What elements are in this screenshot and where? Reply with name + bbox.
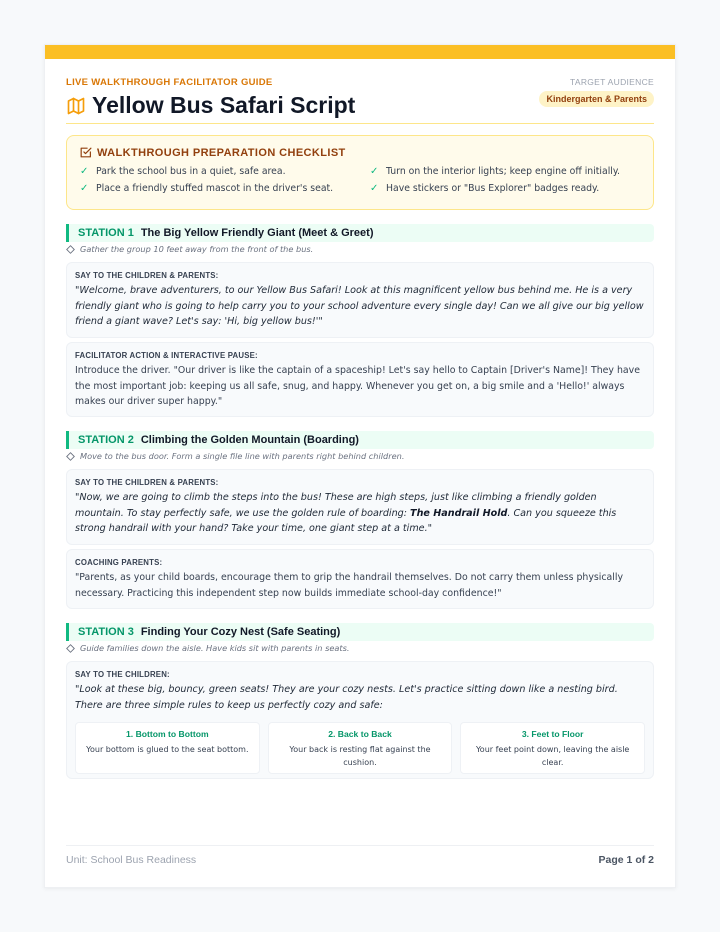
top-accent-bar [45, 45, 675, 59]
say-script [75, 490, 645, 537]
station-title: The Big Yellow Friendly Giant (Meet & Greet) [140, 227, 374, 239]
coaching-text: "Parents, as your child boards, encourage them to grip the handrail themselves. Do not carry them unless physically necessary. Practicing this independent step now builds immediate school-day confidence!" [75, 572, 624, 599]
station-title: Finding Your Cozy Nest (Safe Seating) [140, 626, 341, 638]
station-1-say-card [66, 262, 654, 338]
say-script-part: . Can you squeeze this strong handrail with your hand? Take your time, one giant step at a time." [75, 507, 617, 534]
say-label: SAY TO THE CHILDREN & PARENTS: [75, 478, 219, 487]
audience-badge: Kindergarten & Parents [539, 91, 654, 107]
checklist-title: WALKTHROUGH PREPARATION CHECKLIST [97, 146, 346, 159]
station-2-say-card [66, 469, 654, 545]
checkbox-icon [79, 146, 92, 159]
document-page [44, 44, 676, 888]
station-instruction-text: Gather the group 10 feet away from the front of the bus. [80, 244, 314, 254]
diamond-icon [66, 452, 75, 461]
page-title: Yellow Bus Safari Script [92, 92, 356, 118]
checklist-item [80, 166, 370, 177]
station-1-header [66, 224, 654, 242]
seating-rule-card [268, 722, 453, 774]
station-3-instruction [66, 643, 654, 653]
guide-eyebrow: LIVE WALKTHROUGH FACILITATOR GUIDE [66, 77, 273, 88]
header-divider [66, 123, 654, 124]
check-icon: ✓ [370, 166, 379, 177]
station-2-coaching-card [66, 549, 654, 609]
handrail-hold-rule: The Handrail Hold [410, 507, 508, 519]
check-icon: ✓ [370, 183, 379, 194]
rule-text: Your bottom is glued to the seat bottom. [86, 745, 249, 754]
say-script-part: "Now, we are going to climb the steps into the bus! These are high steps, just like climbing a friendly golden mountain. To stay perfectly safe, we use the golden rule of boarding: [75, 492, 597, 519]
page-number: Page 1 of 2 [598, 854, 654, 866]
seating-rules [75, 722, 645, 774]
checklist-item-text: Place a friendly stuffed mascot in the driver's seat. [96, 183, 334, 194]
rule-text: Your back is resting flat against the cushion. [289, 745, 431, 767]
station-title: Climbing the Golden Mountain (Boarding) [140, 434, 359, 446]
page-header [66, 77, 654, 119]
say-script: "Look at these big, bouncy, green seats! They are your cozy nests. Let's practice sitting down like a nesting bird. There are three simple rules to keep us perfectly cozy and safe: [75, 684, 618, 711]
station-3-say-card [66, 661, 654, 779]
check-icon: ✓ [80, 183, 89, 194]
check-icon: ✓ [80, 166, 89, 177]
station-2-header [66, 431, 654, 449]
diamond-icon [66, 644, 75, 653]
station-number: STATION 1 [78, 227, 134, 239]
station-3-header [66, 623, 654, 641]
footer-divider [66, 845, 654, 846]
station-number: STATION 3 [78, 626, 134, 638]
station-2-instruction [66, 451, 654, 461]
rule-title: 1. Bottom to Bottom [126, 729, 209, 739]
diamond-icon [66, 245, 75, 254]
action-text: Introduce the driver. "Our driver is like the captain of a spaceship! Let's say hello to Captain [Driver's Name]! They have the most important job: keeping us all safe, snug, and happy. Whenever you get on, a big smile and a 'Hello!' always makes our driver super happy." [75, 365, 640, 407]
checklist-item-text: Have stickers or "Bus Explorer" badges ready. [386, 183, 600, 194]
rule-title: 3. Feet to Floor [521, 729, 584, 739]
seating-rule-card [75, 722, 260, 774]
station-1-action-card [66, 342, 654, 417]
unit-label: Unit: School Bus Readiness [66, 854, 197, 866]
target-audience-label: TARGET AUDIENCE [569, 77, 654, 87]
checklist-item [370, 166, 641, 177]
checklist-item [370, 183, 641, 194]
preparation-checklist [66, 135, 654, 210]
rule-title: 2. Back to Back [328, 729, 392, 739]
checklist-header [79, 146, 641, 159]
checklist-item-text: Park the school bus in a quiet, safe area. [96, 166, 286, 177]
say-script: "Welcome, brave adventurers, to our Yellow Bus Safari! Look at this magnificent yellow bus behind me. He is a very friendly giant who is going to help carry you to your school adventure every single day! Can we all give our big yellow friend a giant wave? Let's say: 'Hi, big yellow bus!'" [75, 285, 644, 327]
station-number: STATION 2 [78, 434, 134, 446]
map-icon [66, 96, 86, 116]
station-instruction-text: Guide families down the aisle. Have kids sit with parents in seats. [80, 643, 350, 653]
checklist-items [79, 166, 641, 194]
rule-text: Your feet point down, leaving the aisle clear. [475, 745, 630, 767]
action-label: FACILITATOR ACTION & INTERACTIVE PAUSE: [75, 351, 258, 360]
seating-rule-card [460, 722, 645, 774]
station-1-instruction [66, 244, 654, 254]
say-label: SAY TO THE CHILDREN & PARENTS: [75, 271, 219, 280]
checklist-item-text: Turn on the interior lights; keep engine off initially. [386, 166, 621, 177]
say-label: SAY TO THE CHILDREN: [75, 670, 170, 679]
checklist-item [80, 183, 370, 194]
coaching-label: COACHING PARENTS: [75, 558, 163, 567]
station-instruction-text: Move to the bus door. Form a single file line with parents right behind children. [80, 451, 405, 461]
